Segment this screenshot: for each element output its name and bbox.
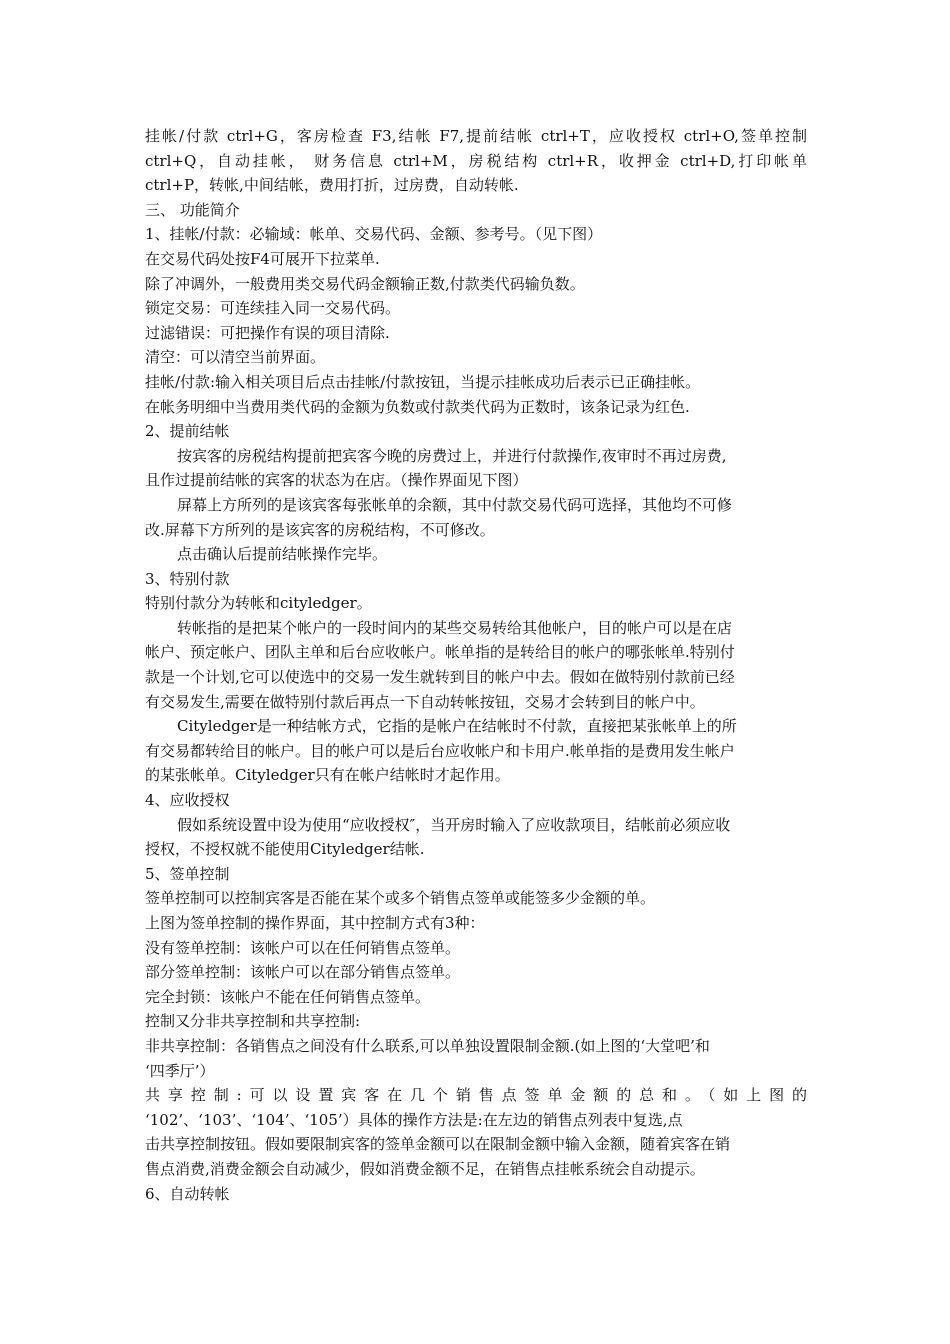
text-line: 部分签单控制：该帐户可以在部分销售点签单。 (145, 963, 461, 982)
text-line: 帐户、预定帐户、团队主单和后台应收帐户。帐单指的是转给目的帐户的哪张帐单.特别付 (145, 643, 735, 662)
text-line: 签单控制可以控制宾客是否能在某个或多个销售点签单或能签多少金额的单。 (145, 889, 656, 908)
text-line: 没有签单控制：该帐户可以在任何销售点签单。 (145, 938, 461, 957)
text-line: 过滤错误：可把操作有误的项目清除. (145, 323, 390, 342)
text-line: ‘102’、‘103’、‘104’、‘105’）具体的操作方法是:在左边的销售点列表中复选,点 (145, 1110, 683, 1129)
text-line: Cityledger是一种结帐方式，它指的是帐户在结帐时不付款，直接把某张帐单上的所 (177, 717, 737, 736)
text-line: 三、 功能简介 (145, 200, 240, 219)
text-line: 假如系统设置中设为使用“应收授权″，当开房时输入了应收款项目，结帐前必须应收 (177, 815, 731, 834)
text-line: 挂帐/付款 ctrl+G，客房检查 F3,结帐 F7,提前结帐 ctrl+T，应收授权 ctrl+O,签单控制 (145, 127, 807, 145)
text-line: ctrl+Q，自动挂帐， 财务信息 ctrl+M，房税结构 ctrl+R，收押金 ctrl+D,打印帐单 (145, 151, 807, 170)
text-line: 上图为签单控制的操作界面，其中控制方式有3种： (145, 914, 485, 932)
text-line: 在交易代码处按F4可展开下拉菜单. (145, 249, 380, 268)
text-line: ‘四季厅’） (145, 1061, 215, 1080)
text-line: 完全封锁：该帐户不能在任何销售点签单。 (145, 987, 431, 1006)
text-line: 转帐指的是把某个帐户的一段时间内的某些交易转给其他帐户，目的帐户可以是在店 (177, 618, 733, 637)
text-line: 屏幕上方所列的是该宾客每张帐单的余额，其中付款交易代码可选择，其他均不可修 (177, 495, 733, 514)
text-line: 4、应收授权 (145, 791, 230, 810)
text-line: ctrl+P，转帐,中间结帐，费用打折，过房费，自动转帐. (145, 176, 519, 195)
text-line: 有交易都转给目的帐户。目的帐户可以是后台应收帐户和卡用户.帐单指的是费用发生帐户 (145, 741, 735, 760)
text-line: 除了冲调外，一般费用类交易代码金额输正数,付款类代码输负数。 (145, 274, 585, 293)
text-line: 点击确认后提前结帐操作完毕。 (177, 545, 388, 564)
text-line: 有交易发生,需要在做特别付款后再点一下自动转帐按钮，交易才会转到目的帐户中。 (145, 692, 705, 711)
text-line: 的某张帐单。Cityledger只有在帐户结帐时才起作用。 (145, 766, 510, 785)
text-line: 改.屏幕下方所列的是该宾客的房税结构，不可修改。 (145, 520, 495, 539)
text-line: 在帐务明细中当费用类代码的金额为负数或付款类代码为正数时，该条记录为红色. (145, 397, 690, 416)
text-line: 非共享控制：各销售点之间没有什么联系,可以单独设置限制金额.(如上图的‘大堂吧’和 (145, 1036, 710, 1055)
text-line: 挂帐/付款:输入相关项目后点击挂帐/付款按钮，当提示挂帐成功后表示已正确挂帐。 (145, 372, 701, 391)
text-line: 5、签单控制 (145, 864, 230, 883)
text-line: 且作过提前结帐的宾客的状态为在店。（操作界面见下图） (145, 471, 528, 490)
text-line: 授权，不授权就不能使用Cityledger结帐. (145, 840, 425, 859)
text-line: 款是一个计划,它可以使选中的交易一发生就转到目的帐户中去。假如在做特别付款前已经 (145, 668, 735, 687)
text-line: 售点消费,消费金额会自动减少，假如消费金额不足，在销售点挂帐系统会自动提示。 (145, 1159, 705, 1178)
text-line: 击共享控制按钮。假如要限制宾客的签单金额可以在限制金额中输入金额，随着宾客在销 (145, 1135, 731, 1154)
document-body (145, 124, 807, 1206)
text-line: 清空：可以清空当前界面。 (145, 348, 326, 367)
text-line: 共享控制:可以设置宾客在几个销售点签单金额的总和。（如上图的 (145, 1086, 807, 1105)
text-line: 锁定交易：可连续挂入同一交易代码。 (145, 299, 401, 318)
text-line: 按宾客的房税结构提前把宾客今晚的房费过上，并进行付款操作,夜审时不再过房费, (177, 446, 727, 465)
text-line: 3、特别付款 (145, 569, 230, 588)
text-line: 2、提前结帐 (145, 422, 230, 441)
text-line: 特别付款分为转帐和cityledger。 (145, 594, 372, 613)
text-line: 6、自动转帐 (145, 1184, 230, 1203)
text-line: 1、挂帐/付款：必输域：帐单、交易代码、金额、参考号。（见下图） (145, 225, 603, 244)
text-line: 控制又分非共享控制和共享控制: (145, 1012, 361, 1031)
